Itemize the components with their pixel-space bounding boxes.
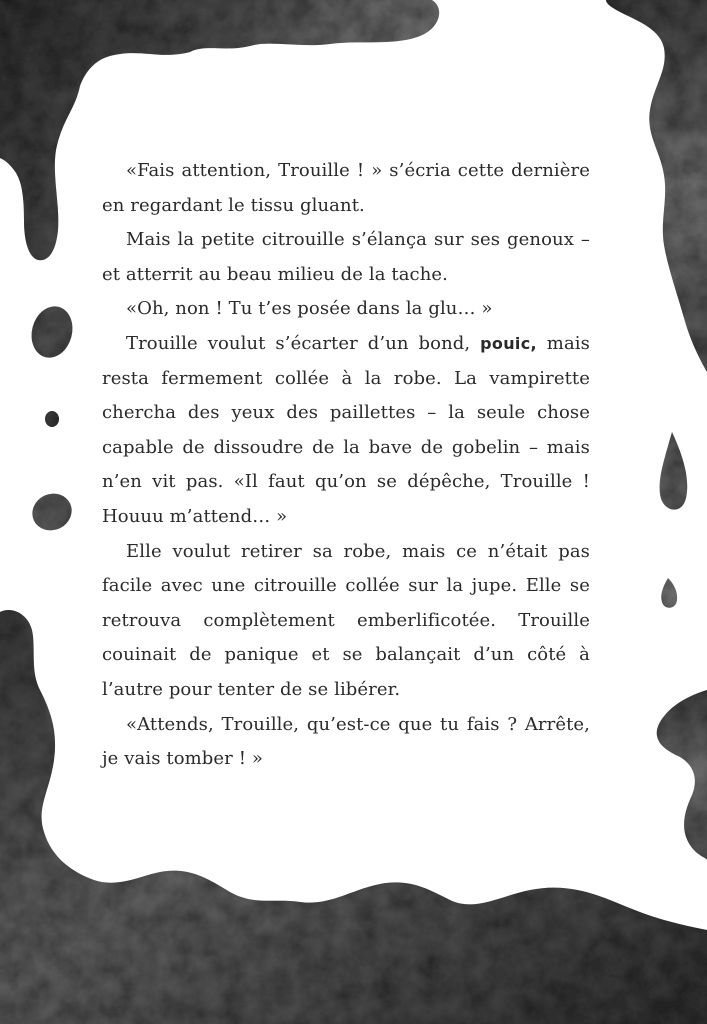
paragraph-3: «Oh, non ! Tu t’es posée dans la glu… » bbox=[126, 298, 493, 320]
ink-blob-left-2 bbox=[45, 411, 59, 427]
paragraph-4-after: mais resta fermement collée à la robe. La vampirette chercha des yeux des paillettes – la seule chose capable de dissoudre de la bave de gobelin – mais n’en vit pas. «Il faut qu’on se dépêche, Trouille ! Houuu m’attend… » bbox=[102, 332, 590, 527]
paragraph-4-before: Trouille voulut s’écarter d’un bond, bbox=[126, 332, 481, 354]
story-text bbox=[102, 154, 590, 777]
sound-effect-word: pouic, bbox=[480, 333, 537, 353]
ink-blob-left-3 bbox=[26, 487, 77, 537]
paragraph-4 bbox=[102, 327, 590, 535]
paragraph-1: «Fais attention, Trouille ! » s’écria cette dernière en regardant le tissu gluant. bbox=[102, 160, 590, 216]
right-ink-splatter bbox=[657, 690, 707, 860]
paragraph-2: Mais la petite citrouille s’élança sur ses genoux – et atterrit au beau milieu de la tache. bbox=[102, 229, 590, 285]
top-right-ink-splatter bbox=[606, 0, 707, 372]
ink-drop-right-1 bbox=[660, 432, 688, 510]
paragraph-6: «Attends, Trouille, qu’est-ce que tu fais ? Arrête, je vais tomber ! » bbox=[102, 713, 590, 770]
paragraph-5: Elle voulut retirer sa robe, mais ce n’était pas facile avec une citrouille collée sur la jupe. Elle se retrouva complètement emberlificotée. Trouille couinait de panique et se balançait d’un côté à l’autre pour tenter de se libérer. bbox=[102, 540, 590, 700]
ink-blob-left-1 bbox=[26, 302, 78, 363]
ink-drop-right-2 bbox=[661, 578, 677, 608]
